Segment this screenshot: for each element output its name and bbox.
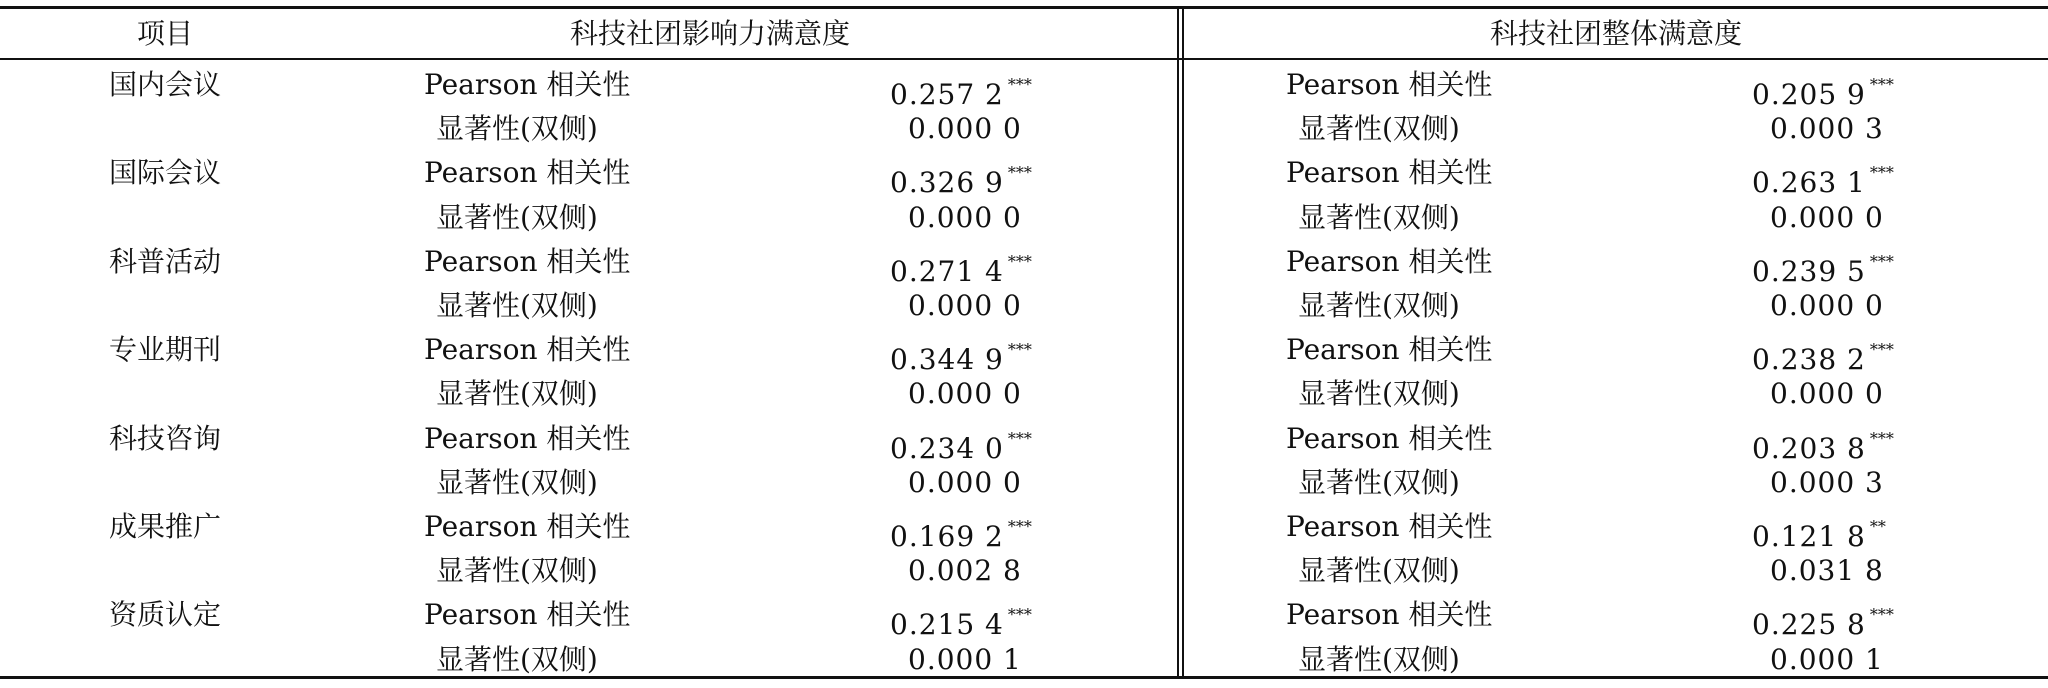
overall-pearson-r-value: 0.203 8 [1752, 431, 1866, 465]
influence-pearson-label: Pearson 相关性 [424, 598, 631, 632]
row-item-label: 科普活动 [108, 244, 221, 278]
overall-pearson-r [1752, 151, 1894, 200]
influence-pearson-r-value: 0.215 4 [890, 608, 1004, 642]
overall-pearson-r-value: 0.205 9 [1752, 78, 1866, 111]
influence-sig-p [908, 461, 1022, 505]
overall-sig-p-value: 0.000 0 [1770, 200, 1884, 234]
overall-pearson-r-value: 0.238 2 [1752, 343, 1866, 377]
influence-pearson-r [890, 593, 1032, 642]
overall-sig-p-value: 0.000 3 [1770, 465, 1884, 499]
header-rule [0, 58, 2048, 60]
overall-sig-p-value: 0.000 3 [1770, 112, 1884, 146]
header-overall: 科技社团整体满意度 [1489, 17, 1742, 50]
significance-stars: *** [1869, 428, 1894, 448]
row-item-label: 资质认定 [108, 598, 221, 632]
influence-pearson-r [890, 328, 1032, 377]
row-item-label: 国际会议 [108, 156, 221, 190]
double-column-divider [1177, 9, 1184, 676]
influence-sig-p [908, 284, 1022, 328]
influence-sig-label: 显著性(双侧) [436, 112, 598, 146]
overall-pearson-r [1752, 240, 1894, 288]
influence-pearson-r [890, 417, 1032, 465]
influence-sig-p-value: 0.000 1 [908, 642, 1022, 676]
overall-sig-label: 显著性(双侧) [1298, 200, 1460, 234]
overall-pearson-r [1752, 417, 1894, 465]
header-item: 项目 [136, 17, 193, 50]
significance-stars: *** [1007, 251, 1032, 271]
overall-sig-p [1770, 284, 1884, 328]
overall-sig-p-value: 0.031 8 [1770, 554, 1884, 588]
overall-sig-p [1770, 372, 1884, 416]
significance-stars: *** [1007, 428, 1032, 448]
overall-sig-label: 显著性(双侧) [1298, 554, 1460, 588]
header-influence: 科技社团影响力满意度 [569, 17, 850, 50]
influence-sig-p-value: 0.002 8 [908, 554, 1022, 588]
significance-stars: *** [1007, 163, 1032, 183]
significance-stars: *** [1007, 340, 1032, 360]
influence-sig-p [908, 372, 1022, 416]
influence-sig-label: 显著性(双侧) [436, 200, 598, 234]
influence-pearson-r-value: 0.169 2 [890, 520, 1004, 553]
influence-pearson-label: Pearson 相关性 [424, 421, 631, 455]
overall-pearson-r-value: 0.225 8 [1752, 608, 1866, 642]
influence-pearson-r [890, 505, 1032, 553]
influence-pearson-r-value: 0.234 0 [890, 431, 1004, 465]
influence-pearson-label: Pearson 相关性 [424, 510, 631, 543]
influence-pearson-r-value: 0.271 4 [890, 254, 1004, 288]
overall-sig-label: 显著性(双侧) [1298, 112, 1460, 146]
overall-pearson-label: Pearson 相关性 [1286, 510, 1493, 543]
overall-sig-p [1770, 196, 1884, 240]
overall-sig-p [1770, 638, 1884, 682]
influence-sig-label: 显著性(双侧) [436, 642, 598, 676]
overall-sig-p-value: 0.000 0 [1770, 289, 1884, 322]
overall-sig-label: 显著性(双侧) [1298, 377, 1460, 411]
influence-sig-label: 显著性(双侧) [436, 465, 598, 499]
influence-sig-label: 显著性(双侧) [436, 377, 598, 411]
influence-sig-p [908, 107, 1022, 151]
overall-pearson-label: Pearson 相关性 [1286, 598, 1493, 632]
row-item-label: 成果推广 [108, 510, 221, 543]
overall-sig-label: 显著性(双侧) [1298, 465, 1460, 499]
influence-pearson-label: Pearson 相关性 [424, 68, 631, 101]
overall-pearson-label: Pearson 相关性 [1286, 156, 1493, 190]
significance-stars: *** [1869, 251, 1894, 271]
row-item-label: 科技咨询 [108, 421, 221, 455]
overall-sig-p-value: 0.000 1 [1770, 642, 1884, 676]
overall-pearson-r [1752, 63, 1894, 111]
influence-pearson-label: Pearson 相关性 [424, 333, 631, 367]
significance-stars: *** [1869, 340, 1894, 360]
influence-sig-label: 显著性(双侧) [436, 289, 598, 322]
significance-stars: *** [1869, 75, 1894, 94]
influence-pearson-r-value: 0.326 9 [890, 166, 1004, 200]
overall-sig-p [1770, 461, 1884, 505]
significance-stars: ** [1869, 517, 1886, 536]
overall-pearson-r [1752, 505, 1886, 553]
bottom-rule [0, 676, 2048, 679]
influence-pearson-r [890, 151, 1032, 200]
overall-pearson-label: Pearson 相关性 [1286, 244, 1493, 278]
significance-stars: *** [1007, 75, 1032, 94]
influence-pearson-r-value: 0.257 2 [890, 78, 1004, 111]
overall-pearson-label: Pearson 相关性 [1286, 68, 1493, 101]
influence-sig-p [908, 549, 1022, 593]
significance-stars: *** [1869, 163, 1894, 183]
influence-sig-p-value: 0.000 0 [908, 200, 1022, 234]
overall-sig-p [1770, 107, 1884, 151]
influence-sig-p [908, 196, 1022, 240]
influence-pearson-r-value: 0.344 9 [890, 343, 1004, 377]
influence-pearson-label: Pearson 相关性 [424, 244, 631, 278]
overall-pearson-r [1752, 593, 1894, 642]
significance-stars: *** [1007, 517, 1032, 536]
overall-pearson-r-value: 0.263 1 [1752, 166, 1866, 200]
influence-sig-p-value: 0.000 0 [908, 112, 1022, 146]
overall-sig-label: 显著性(双侧) [1298, 289, 1460, 322]
overall-sig-p-value: 0.000 0 [1770, 377, 1884, 411]
row-item-label: 国内会议 [108, 68, 221, 101]
overall-sig-label: 显著性(双侧) [1298, 642, 1460, 676]
influence-pearson-label: Pearson 相关性 [424, 156, 631, 190]
overall-pearson-label: Pearson 相关性 [1286, 421, 1493, 455]
significance-stars: *** [1869, 605, 1894, 625]
influence-sig-p [908, 638, 1022, 682]
influence-sig-label: 显著性(双侧) [436, 554, 598, 588]
significance-stars: *** [1007, 605, 1032, 625]
overall-pearson-r-value: 0.239 5 [1752, 254, 1866, 288]
influence-sig-p-value: 0.000 0 [908, 465, 1022, 499]
influence-sig-p-value: 0.000 0 [908, 289, 1022, 322]
overall-pearson-r-value: 0.121 8 [1752, 520, 1866, 553]
row-item-label: 专业期刊 [108, 333, 221, 367]
influence-pearson-r [890, 63, 1032, 111]
overall-sig-p [1770, 549, 1884, 593]
overall-pearson-r [1752, 328, 1894, 377]
influence-pearson-r [890, 240, 1032, 288]
overall-pearson-label: Pearson 相关性 [1286, 333, 1493, 367]
influence-sig-p-value: 0.000 0 [908, 377, 1022, 411]
